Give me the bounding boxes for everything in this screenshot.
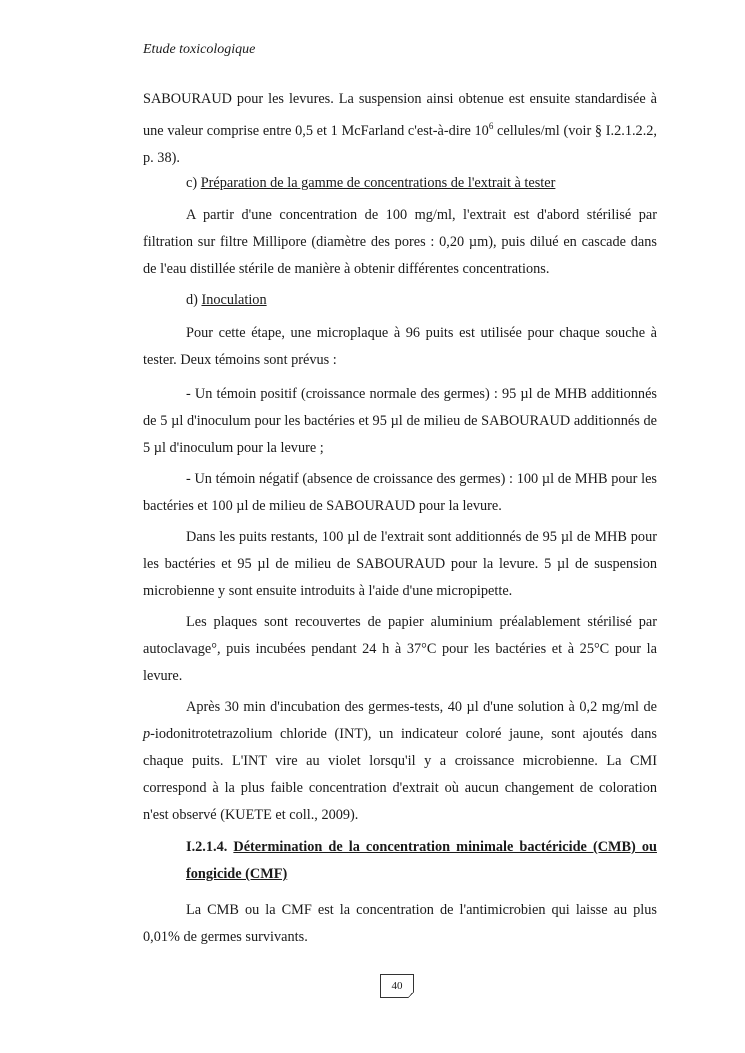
paragraph-plaques: Les plaques sont recouvertes de papier aluminium préalablement stérilisé par autoclavage°, puis incubées pendant 24 h à 37°C pour les bactéries et à 25°C pour la levure.: [143, 614, 657, 684]
page-corner-fold-icon: [407, 991, 414, 998]
para8-text-b: -iodonitrotetrazolium chloride (INT), un indicateur coloré jaune, sont ajoutés dans chaque puits. L'INT vire au violet lorsqu'il y a croissance microbienne. La CMI correspond à la plus faible concentration d'extrait où aucun changement de coloration n'est observé (KUETE et coll., 2009).: [143, 726, 657, 823]
paragraph-cmb-definition: La CMB ou la CMF est la concentration de l'antimicrobien qui laisse au plus 0,01% de germes survivants.: [143, 902, 657, 945]
para1-text-a: SABOURAUD pour les levures. La suspension ainsi obtenue est ensuite standardisée à une valeur comprise entre 0,5 et 1 McFarland c'est-à-dire 10: [143, 91, 657, 139]
section-c-heading: [186, 170, 555, 197]
section-c-title: Préparation de la gamme de concentrations de l'extrait à tester: [200, 175, 556, 191]
section-d-title: Inoculation: [201, 292, 267, 308]
heading-cmb-cmf: [186, 834, 657, 888]
heading-number: I.2.1.4.: [186, 839, 234, 855]
page-number-box: [380, 974, 414, 998]
para8-italic-p: p: [143, 726, 151, 742]
para1-text-b: cellules/ml (voir § I.2.1.2.2, p. 38).: [143, 122, 657, 166]
para1-superscript: 6: [488, 121, 494, 131]
paragraph-temoin-positif: - Un témoin positif (croissance normale des germes) : 95 µl de MHB additionnés de 5 µl d'inoculum pour les bactéries et 95 µl de milieu de SABOURAUD additionnés de 5 µl d'inoculum pour la levure ;: [143, 386, 657, 456]
section-d-prefix: d): [186, 292, 202, 308]
running-header: Etude toxicologique: [143, 42, 256, 57]
para8-text-a: Après 30 min d'incubation des germes-tests, 40 µl d'une solution à 0,2 mg/ml de: [186, 699, 657, 715]
section-d-heading: [186, 287, 267, 314]
paragraph-sabouraud: [143, 86, 657, 172]
paragraph-microplaque: Pour cette étape, une microplaque à 96 puits est utilisée pour chaque souche à tester. Deux témoins sont prévus :: [143, 325, 657, 368]
paragraph-puits-restants: Dans les puits restants, 100 µl de l'extrait sont additionnés de 95 µl de MHB pour les bactéries et 95 µl de milieu de SABOURAUD pour la levure. 5 µl de suspension microbienne y sont ensuite introduits à l'aide d'une micropipette.: [143, 529, 657, 599]
paragraph-concentrations: A partir d'une concentration de 100 mg/ml, l'extrait est d'abord stérilisé par filtration sur filtre Millipore (diamètre des pores : 0,20 µm), puis dilué en cascade dans de l'eau distillée stérile de manière à obtenir différentes concentrations.: [143, 207, 657, 277]
paragraph-incubation-int: [143, 694, 657, 829]
page-number: 40: [391, 980, 403, 992]
section-c-prefix: c): [186, 175, 201, 191]
heading-title: Détermination de la concentration minimale bactéricide (CMB) ou fongicide (CMF): [186, 839, 657, 882]
paragraph-temoin-negatif: - Un témoin négatif (absence de croissance des germes) : 100 µl de MHB pour les bactéries et 100 µl de milieu de SABOURAUD pour la levure.: [143, 471, 657, 514]
